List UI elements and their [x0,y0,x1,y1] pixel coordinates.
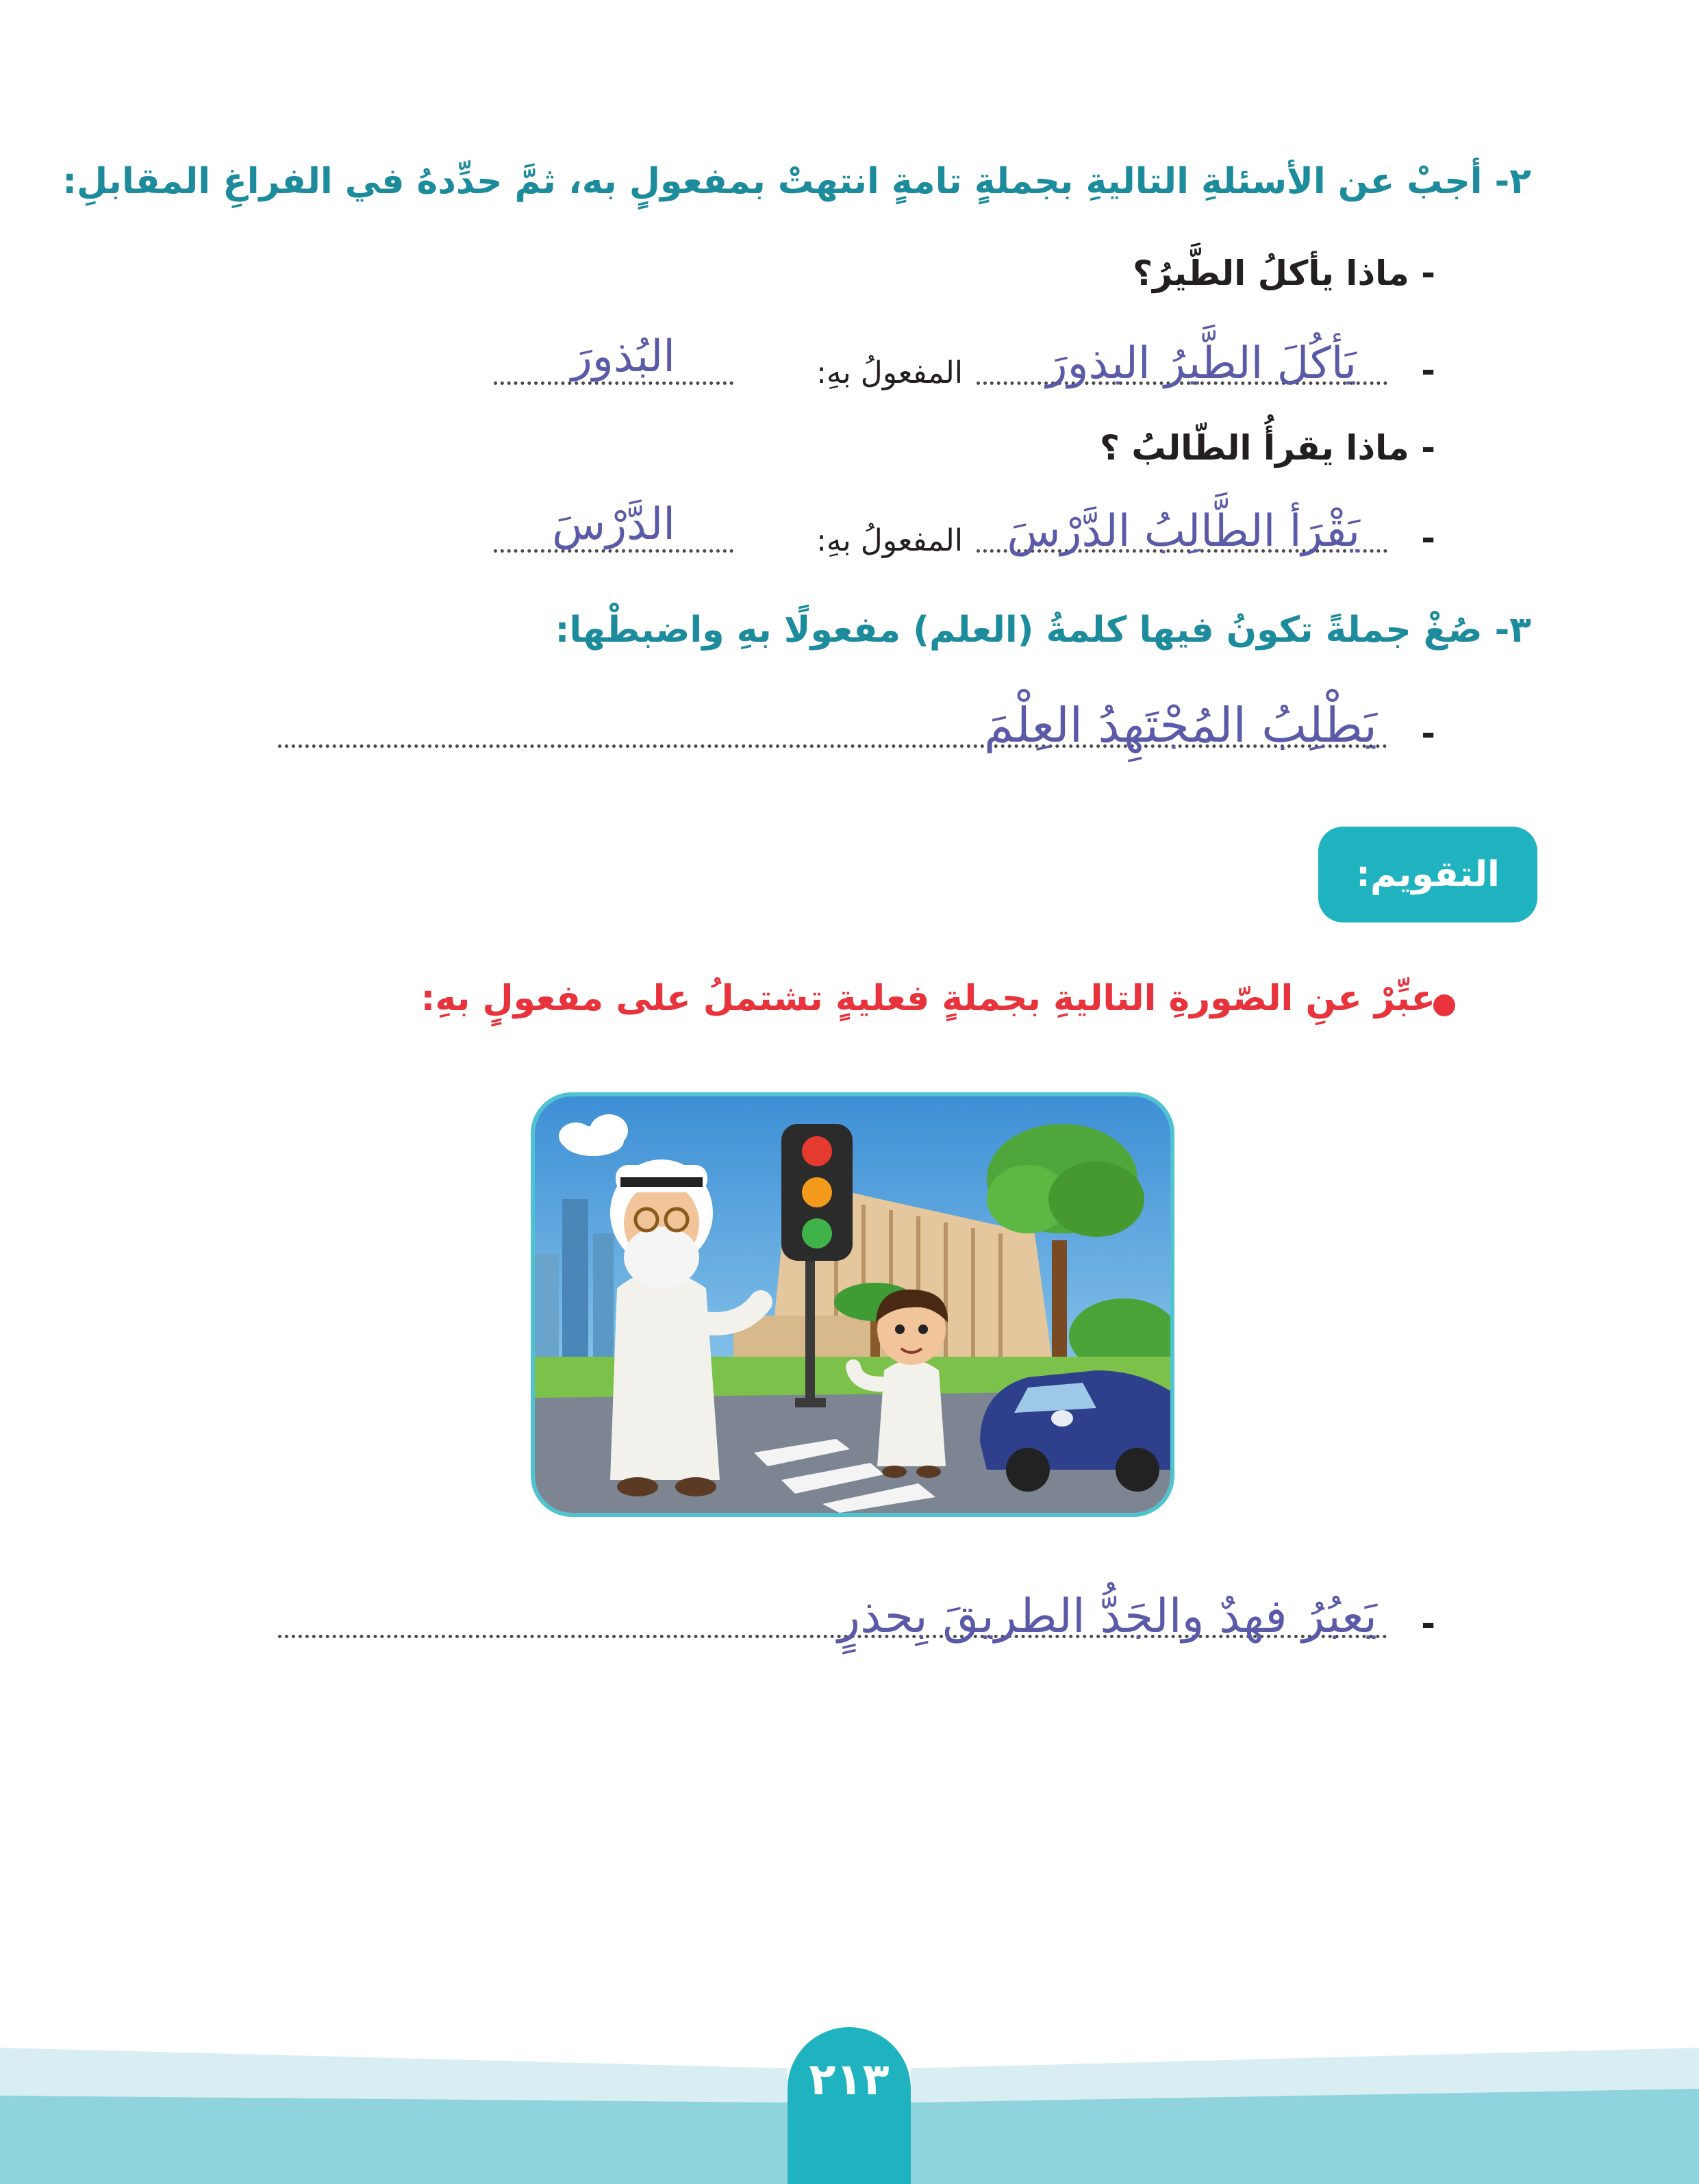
question-2-title: ٢- أجبْ عن الأسئلةِ التاليةِ بجملةٍ تامةٍ انتهتْ بمفعولٍ به، ثمَّ حدِّدهُ في الفراغِ المقابلِ: [62,161,1531,202]
dash-marker: - [1421,518,1435,558]
answer-line-1[interactable] [271,331,1435,397]
question-2-item-1: - ماذا يأكلُ الطَّيرُ؟ [1133,253,1435,293]
handwritten-object-2: الدَّرْسَ [552,499,675,550]
illustration-image [535,1096,1170,1513]
dash-marker: - [1421,714,1435,753]
answer-line-2[interactable] [271,499,1435,565]
object-label: المفعولُ بهِ: [816,355,963,390]
page-number: ٢١٣ [788,2027,911,2184]
street-crossing-illustration [531,1092,1174,1517]
answer-line-3[interactable] [271,699,1435,760]
answer-line-evaluation[interactable] [271,1589,1435,1650]
object-label: المفعولُ بهِ: [816,523,963,558]
evaluation-instruction: عبِّرْ عنِ الصّورةِ التاليةِ بجملةٍ فعليةٍ تشتملُ على مفعولٍ بهِ: [420,978,1435,1019]
evaluation-badge: التقويم: [1318,827,1537,922]
bullet-icon [1433,994,1455,1016]
handwritten-object-1: البُذورَ [571,331,675,382]
dash-marker: - [1421,1604,1435,1644]
handwritten-answer-2: يَقْرَأ الطَّالِبُ الدَّرْسَ [1007,506,1360,557]
handwritten-answer-3: يَطْلِبُ المُجْتَهِدُ العِلْمَ [983,697,1377,753]
dash-marker: - [1421,351,1435,390]
question-3-title: ٣- صُغْ جملةً تكونُ فيها كلمةُ (العلم) مفعولًا بهِ واضبطْها: [555,610,1531,651]
question-2-item-2: - ماذا يقرأُ الطّالبُ ؟ [1099,428,1435,468]
handwritten-answer-1: يَأكُلَ الطَّيرُ البذورَ [1046,338,1357,389]
handwritten-answer-evaluation: يَعبُرُ فهدٌ والجَدُّ الطريقَ بِحذرٍ [838,1590,1377,1644]
